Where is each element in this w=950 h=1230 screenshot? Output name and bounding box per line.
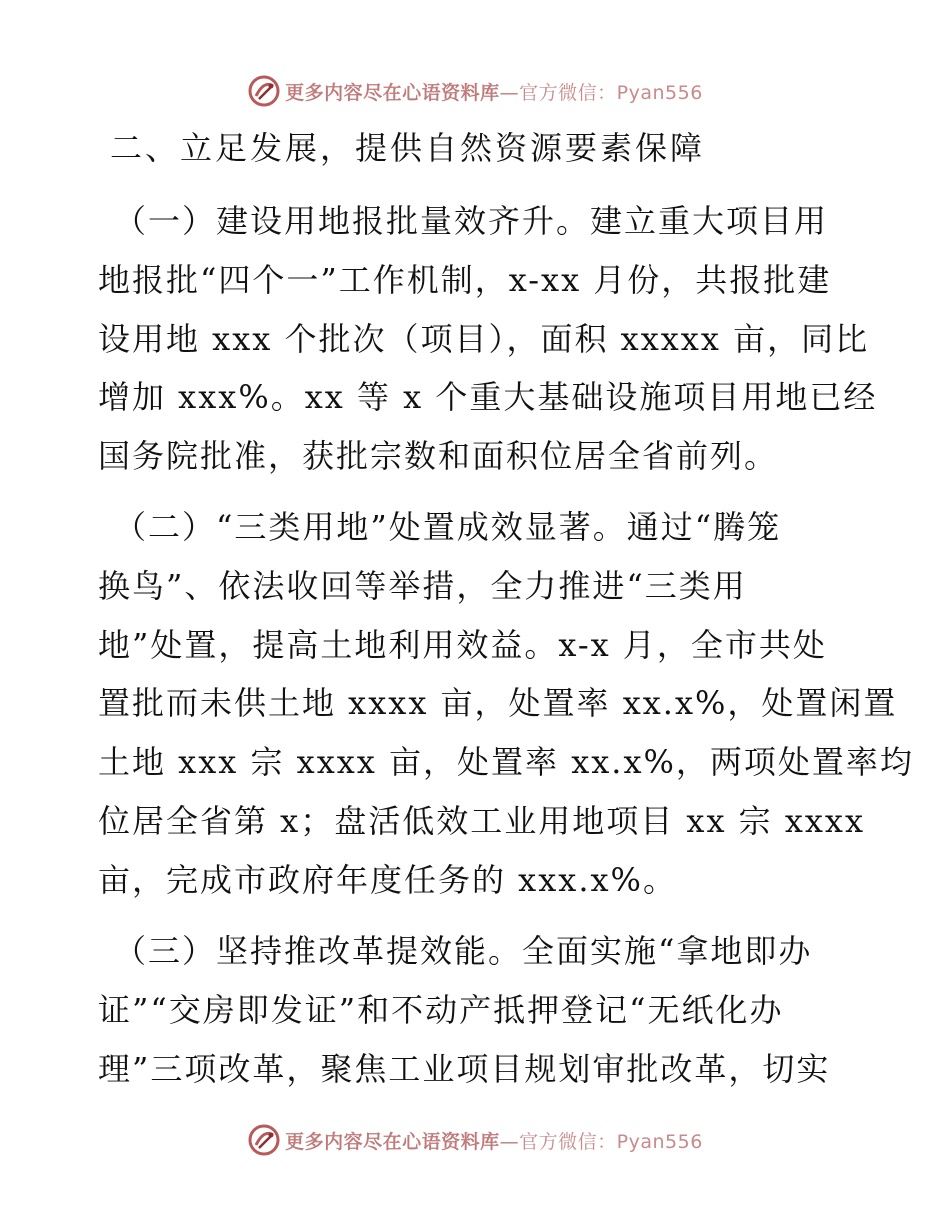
paragraph-line: （三）坚持推改革提效能。全面实施“拿地即办 — [114, 932, 813, 970]
paragraph-line: 置批而未供土地 xxxx 亩，处置率 xx.x%，处置闲置 — [98, 684, 898, 723]
paragraph-line: 换鸟”、依法收回等举措，全力推进“三类用 — [98, 566, 747, 605]
paragraph-line: 理”三项改革，聚焦工业项目规划审批改革，切实 — [98, 1049, 831, 1088]
paragraph-line: 设用地 xxx 个批次（项目），面积 xxxxx 亩，同比 — [98, 319, 870, 358]
paragraph-line: 地”处置，提高土地利用效益。x-x 月，全市共处 — [98, 625, 827, 664]
watermark-main: 更多内容尽在心语资料库 — [285, 81, 500, 104]
brand-logo-icon — [247, 74, 281, 108]
watermark-suffix: 官方微信：Pyan556 — [519, 81, 703, 104]
paragraph-line: 亩，完成市政府年度任务的 xxx.x%。 — [98, 860, 677, 899]
footer-watermark — [0, 1120, 950, 1160]
paragraph-3 — [98, 922, 858, 1098]
section-heading: 二、立足发展，提供自然资源要素保障 — [110, 129, 706, 167]
watermark-suffix: 官方微信：Pyan556 — [519, 1130, 703, 1153]
paragraph-line: 增加 xxx%。xx 等 x 个重大基础设施项目用地已经 — [98, 378, 878, 417]
paragraph-line: 地报批“四个一”工作机制，x-xx 月份，共报批建 — [98, 260, 832, 299]
watermark-main: 更多内容尽在心语资料库 — [285, 1130, 500, 1153]
paragraph-line: 国务院批准，获批宗数和面积位居全省前列。 — [98, 437, 779, 476]
paragraph-line: （一）建设用地报批量效齐升。建立重大项目用 — [114, 202, 829, 240]
paragraph-1 — [98, 192, 878, 486]
paragraph-line: 证”“交房即发证”和不动产抵押登记“无纸化办 — [98, 990, 784, 1029]
watermark-text — [285, 78, 703, 105]
watermark-separator: — — [499, 81, 520, 104]
watermark-separator: — — [499, 1130, 520, 1153]
paragraph-2 — [98, 498, 914, 910]
brand-logo-icon — [247, 1123, 281, 1157]
paragraph-line: （二）“三类用地”处置成效显著。通过“腾笼 — [114, 508, 782, 546]
paragraph-line: 位居全省第 x；盘活低效工业用地项目 xx 宗 xxxx — [98, 801, 866, 840]
watermark-text — [285, 1127, 703, 1154]
header-watermark — [0, 71, 950, 111]
paragraph-line: 土地 xxx 宗 xxxx 亩，处置率 xx.x%，两项处置率均 — [98, 743, 914, 782]
